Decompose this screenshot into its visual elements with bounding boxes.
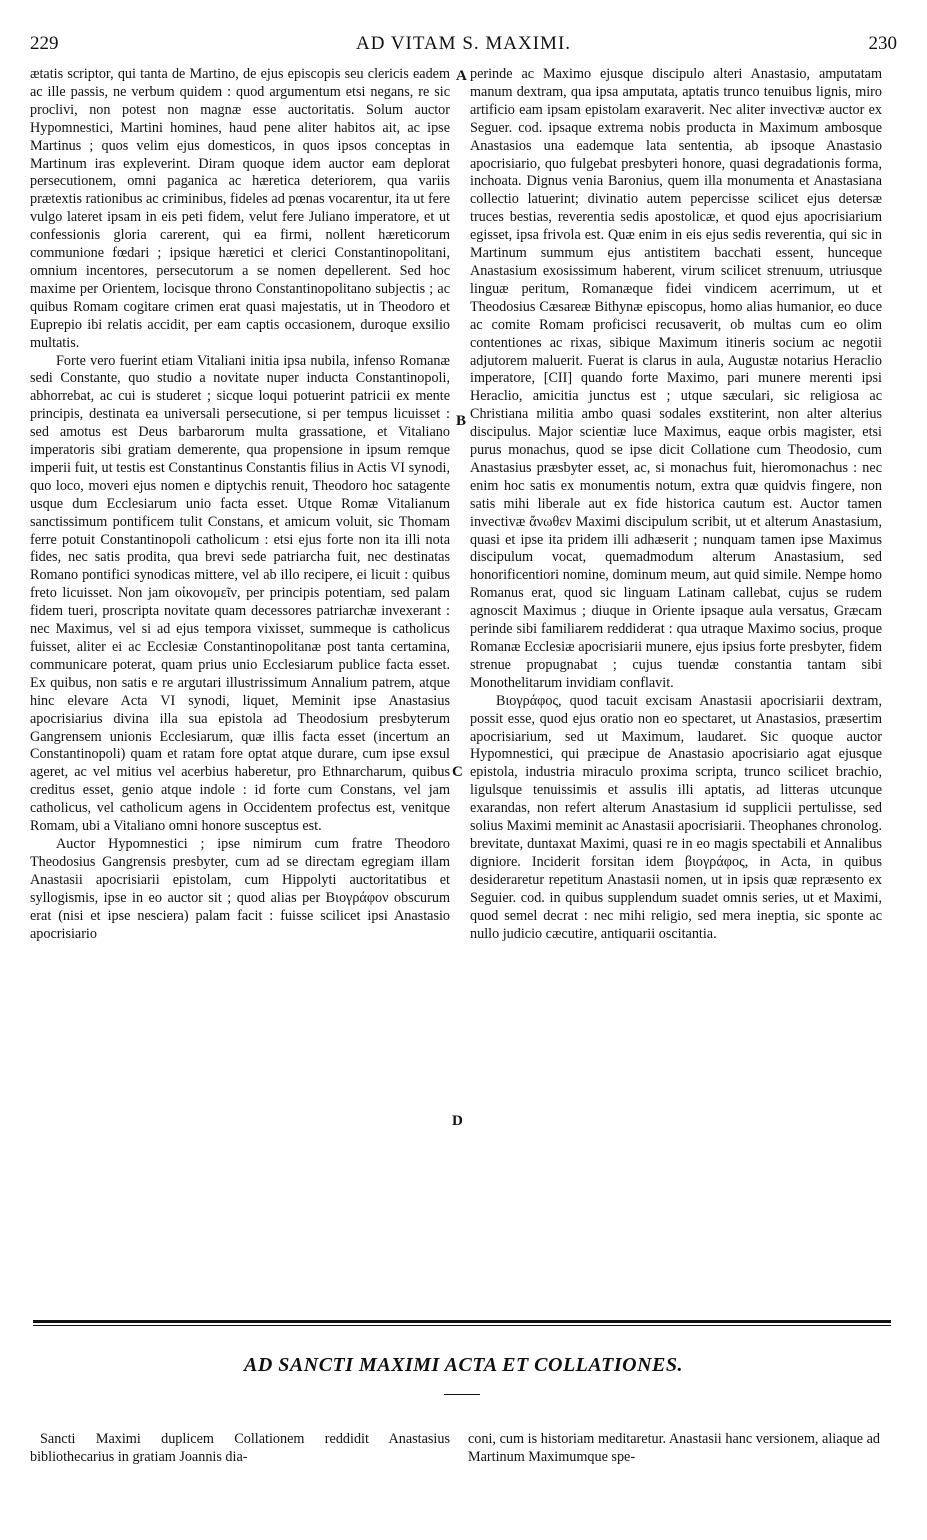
title-short-rule — [444, 1394, 480, 1395]
section-title: AD SANCTI MAXIMI ACTA ET COLLATIONES. — [244, 1354, 683, 1376]
section-rule-thin — [33, 1325, 891, 1326]
right-column — [470, 66, 882, 943]
margin-marker-d: D — [452, 1113, 463, 1129]
left-paragraph-2: Forte vero fuerint etiam Vitaliani initia ipsa nubila, infenso Romanæ sedi Constante, quo studio a novitate nuper inducta Constantinopoli, abhorrebat, ac cui is studeret ; sicque loqui potuerint patricii ex mente principis, destinata ea universali persecutione, si per tempus licuisset : sed amotus est Deus barbarorum multa grassatione, et Vitaliano imperatoris sibi gratiam demerente, qua propensione in ipsum remque imperii fuit, ut testis est Constantinus Constantis filius in Actis VI synodi, quo loco, moveri ejus nomen e diptychis renuit, Theodoro hoc satagente usque dum Ecclesiarum unio facta esset. Utque Romæ Vitalianum sanctissimum pontificem tulit Constans, et amicum voluit, sic Thomam ferre potuit Constantinopoli catholicum : etsi ejus forte non ita illi nota fides, nec satis prodita, qua brevi sede patriarcha fuit, nec destinatas Romano pontifici synodicas mittere, vel ab illo recipere, ei licuit : quibus freto licuisset. Non jam οἰκονομεῖν, per principis potentiam, sed palam fidem tueri, proscripta novitate quam decessores patriarchæ invexerant : nec Maximus, vel si ad ejus tempora vixisset, summeque is catholicus fuisset, aliter ei ac Ecclesiæ Constantinopolitanæ post tanta certamina, communicare poterat, quam prius unio Ecclesiarum publice facta esset. Ex quibus, non satis e re argutari illustrissimum Annalium patrem, atque hinc elevare Acta VI synodi, liquet, Meminit ipse Anastasius apocrisiarius divina illa sua epistola ad Theodosium presbyterum Gangrensem unionis Ecclesiarum, quæ illis facta esset (incertum an Constantinopoli) quam et ratam fore optat atque durare, cum ipse exsul ageret, ac vel mitius vel acerbius haberetur, pro Ethnarcharum, quibus creditus esset, genio atque indole : id forte cum Constans, vel jam catholicus, vel catholicum agens in Occidentem profectus est, venitque Romam, ubi a Vitaliano omni honore susceptus est. — [30, 352, 450, 835]
bottom-right-text: coni, cum is historiam meditaretur. Anastasii hanc versionem, aliaque ad Martinum Maximumque spe- — [468, 1431, 880, 1465]
right-paragraph-2: Βιογράφος, quod tacuit excisam Anastasii apocrisiarii dextram, possit esse, quod ejus oratio non eo spectaret, ut Anastasios, præsertim apocrisiarium, sed ut Maximum, laudaret. Sic quoque auctor Hypomnestici, qui præcipue de Anastasio apocrisiario agat ejusque epistola, industria miraculo proxima scripta, trunco scilicet brachio, ligulsque tenuissimis et assulis illi aptatis, ad litteras utcunque exarandas, non refert alterum Anastasium id supplicii pertulisse, sed solius Maximi meminit ac Anastasii apocrisiarii. Theophanes chronolog. brevitate, duntaxat Maximi, quasi re in eo magis spectabili et Annalibus digniore. Inciderit forsitan idem βιογράφος, in Acta, in quibus desideraretur repetitum Anastasii nomen, ut in ipsis quæ repræsento ex Seguier. cod. in quibus supplendum suadet omnis series, ut et Maximi, quod semel decrat : nec mihi religio, sed mera ineptia, sic sponte ac nullo judicio cæcutire, antiquarii oscitantia. — [470, 692, 882, 942]
page-number-left: 229 — [30, 33, 59, 54]
page-number-right: 230 — [868, 33, 897, 54]
margin-marker-b: B — [456, 413, 467, 429]
left-paragraph-1: ætatis scriptor, qui tanta de Martino, de ejus episcopis seu clericis eadem ac ille passis, ne verbum quidem : quod argumentum etsi negans, re sic proclivi, non potest non magnæ esse auctoritatis. Solum auctor Hypomnestici, Martini homines, haud pene aliter habitos ait, ac ipse Martinus ; quos velim ejus domesticos, in quos ipsos conceptas in Martinum iras expleverint. Diram quoque idem auctor eam deplorat persecutionem, omni paganica ac hæretica deteriorem, qua variis prætextis rationibus ac criminibus, fideles ad pœnas vocarentur, ita ut fere vulgo lateret ipsam in eis peti fidem, velut fere Juliano imperatore, et ut confessionis gloria carerent, qui ea firmi, nollent hæreticorum communione fœdari ; ipsique hæretici et clerici Constantinopolitani, omnium incentores, persecutorum a se nomen depellerent. Sed hoc maxime per Orientem, locisque throno Constantinopolitano subjectis ; ac quibus Romam cogitare crimen erat quasi majestatis, ut in Theodoro et Euprepio ibi relatis accidit, per eam captis occasionem, duroque exsilio multatis. — [30, 66, 450, 351]
left-paragraph-3: Auctor Hypomnestici ; ipse nimirum cum fratre Theodoro Theodosius Gangrensis presbyter, cum ad se directam egregiam illam Anastasii apocrisiarii epistolam, cum Hippolyti auctoritatibus et syllogismis, ipse in eo auctor sit ; quod alias per Βιογράφον obscurum erat (nisi et ipse nesciera) palam facit : fuisse scilicet ipsi Anastasio apocrisiario — [30, 835, 450, 942]
running-head: AD VITAM S. MAXIMI. — [355, 33, 572, 54]
left-column — [30, 66, 450, 943]
section-rule-thick — [33, 1320, 891, 1323]
margin-marker-a: A — [456, 68, 467, 84]
bottom-left-text: Sancti Maximi duplicem Collationem reddidit Anastasius bibliothecarius in gratiam Joannis dia- — [30, 1431, 450, 1465]
right-paragraph-1: perinde ac Maximo ejusque discipulo alteri Anastasio, amputatam manum dextram, qua ipsa amputata, aptatis trunco tenuibus lignis, miro artificio eam ipsam epistolam exaraverit. Nec aliter invectivæ auctor ex Seguer. cod. ipsaque extrema nobis producta in Maximum ambosque Anastasios una eademque lata sententia, ab ipsoque Anastasio apocrisiario, quo fulgebat presbyteri honore, quasi degradationis forma, inchoata. Dignus venia Baronius, quem illa monumenta et Anastasiana collectio latuerint; divinatio autem pepercisse scilicet ejus detersæ truces bestias, reverentia sedis apostolicæ, et quod ejus apocrisiarium egisset, ipsa frivola est. Quæ enim in eis ejus sedis reverentia, qui sic in Martinum summum ejus antistitem bacchati essent, hunceque Anastasium exosissimum haberent, virum scilicet strenuum, utriusque linguæ peritum, Romanæque fidei vindicem acerrimum, ut et Theodosius Cæsareæ Bithynæ episcopus, homo alias humanior, eo duce ac comite Romam proficisci recusaverit, ob multas cum eo olim contentiones ac rixas, sibique Maximum itineris socium ac negotii adjutorem maluerit. Fuerat is clarus in aula, Augustæ notarius Heraclio imperatore, [CII] quando forte Maximo, pari munere merenti ipsi Heraclio, amicitia junctus est ; utque sæculari, sic religiosa ac Christiana militia ambo quasi sodales exstiterint, non alter alterius discipulus. Major scientiæ luce Maximus, eaque orbis magister, etsi purus monachus, quod se ipse dicit Collatione cum Theodosio, cum Anastasius præsbyter esset, ac, si monachus fuit, hieromonachus : nec enim hoc satis ex monumentis notum, extra quæ quidvis fingere, non satis mihi liberale aut ex fide historica cautum est. Auctor tamen invectivæ ἄνωθεν Maximi discipulum scribit, ut et alterum Anastasium, quasi et ipse ita pridem illi adhæserit ; nunquam tamen ipse Maximus discipulum vocat, quemadmodum alterum Anastasium, sed honorificentiori nomine, dominum meum, aut quid simile. Nempe homo Romanus erat, quod sic linguam Latinam callebat, cujus se rudem agnoscit Maximus ; diuque in Oriente ipsaque aula versatus, Græcam perinde sibi familiarem reddiderat : qua utraque Maximo socius, proque Romanæ Ecclesiæ apocrisiarii munere, ejus ipsius forte presbyter, fidem strenue propugnabat ; cujus tuendæ constantia tantam sibi Monothelitarum invidiam conflavit. — [470, 66, 882, 691]
margin-marker-c: C — [452, 764, 463, 780]
